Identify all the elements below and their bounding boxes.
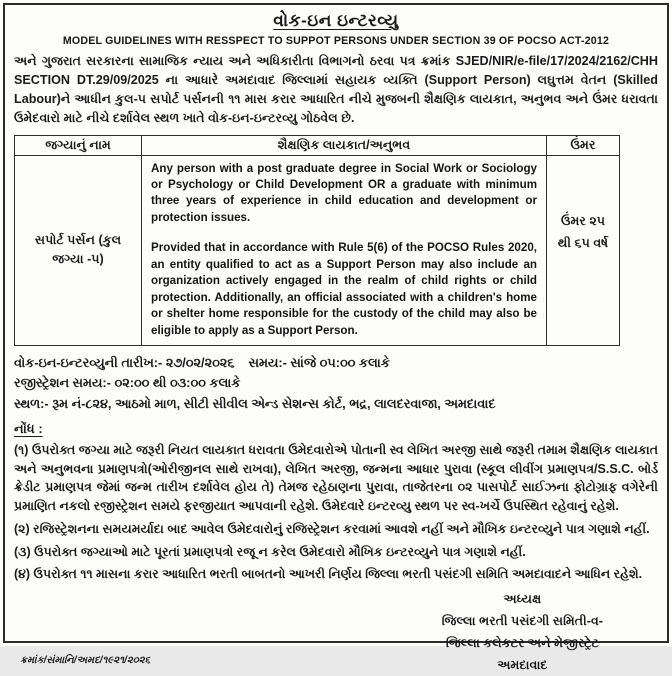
signature-block (442, 588, 603, 676)
interview-time-label: સમય:- સાંજે ૦૫:૦૦ કલાકે (248, 355, 390, 371)
venue-line: સ્થળ:- રૂમ નં-૮૨૪, આઠમો માળ, સીટી સીવીલ એન્ડ સેશન્સ કોર્ટ, ભદ્ર, લાલદરવાજા, અમદાવાદ (14, 395, 496, 411)
interview-date-label: વોક-ઇન-ઇન્ટરવ્યુની તારીખ:- ૨૭/૦૨/૨૦૨૬ (14, 355, 235, 371)
column-header-qualification: શૈક્ષણિક લાયકાત/અનુભવ (142, 135, 547, 155)
note-item-4: (૪) ઉપરોક્ત ૧૧ માસના કરાર આધારિત ભરતી બાબતનો આખરી નિર્ણય જિલ્લા ભરતી પસંદગી સમિતિ અમદાવાદને આધિન રહેશે. (14, 567, 643, 582)
page-title: વોક-ઇન ઇન્ટરવ્યુ (273, 11, 399, 30)
column-header-post-name: જગ્યાનું નામ (15, 135, 142, 155)
signature-place: અમદાવાદ (497, 658, 548, 673)
interview-date-line (14, 353, 658, 373)
vacancy-table (14, 135, 620, 347)
age-cell: ઉંમર ૨૫ થી ૬૫ વર્ષ (547, 155, 620, 346)
reference-number: ક્રમાંક/સંમાનિ/અમદ/૧૯૨૧/૨૦૨૬ (20, 655, 151, 667)
table-header-row (15, 135, 620, 155)
note-item-3: (૩) ઉપરોક્ત જગ્યાઓ માટે પૂરતાં પ્રમાણપત્રો રજૂ ન કરેલ ઉમેદવારો મૌખિક ઇન્ટરવ્યુને પાત્ર ગણાશે નહીં. (14, 544, 526, 559)
registration-time-line: રજીસ્ટ્રેશન સમય:- ૦૨:૦૦ થી ૦૩:૦૦ કલાકે (14, 375, 241, 391)
note-item-1: (૧) ઉપરોક્ત જગ્યા માટે જરૂરી નિયત લાયકાત ધરાવતા ઉમેદવારોએ પોતાની સ્વ લેખિત અરજી સાથે જરૂરી તમામ શૈક્ષણિક લાયકાત અને અનુભવના પ્રમાણપત્રો(ઓરીજીનલ સાથે રાખવા), લેખિત અરજી, જન્મના આધાર પુરાવા (સ્કૂલ લીવીંગ પ્રમાણપત્ર/S.S.C. બોર્ડ ક્રેડીટ પ્રમાણપત્ર જેમાં જન્મ તારીખ દર્શાવેલ હોય તે) તેમજ રહેઠાણના પુરાવા, તાજેતરના ૦૨ પાસપોર્ટ સાઈઝના ફોટોગ્રાફ વગેરેની પ્રમાણિત નકલો રજીસ્ટ્રેશન સમયે ફરજીયાત આપવાની રહેશે. ઉમેદવારે ઇન્ટરવ્યુ સ્થળ પર સ્વ-ખર્ચે ઉપસ્થિત રહેવાનું રહેશે. (14, 442, 658, 513)
column-header-age: ઉંમર (547, 135, 620, 155)
notes-heading: નોંધ : (14, 420, 43, 436)
page-subtitle: MODEL GUIDELINES WITH RESSPECT TO SUPPOT PERSONS UNDER SECTION 39 OF POCSO ACT-2012 (62, 35, 610, 47)
schedule-section (14, 353, 658, 414)
note-item-2: (૨) રજિસ્ટ્રેશનના સમયમર્યાદા બાદ આવેલ ઉમેદવારોનું રજિસ્ટ્રેશન કરવામાં આવશે નહીં અને મૌખિક ઇન્ટરવ્યુને પાત્ર ગણાશે નહીં. (14, 521, 650, 536)
qualification-paragraph-1: Any person with a post graduate degree in Social Work or Sociology or Psychology or Child Development OR a graduate with minimum three years of experience in child education and development or protection issues. (151, 161, 537, 224)
signature-designation: અધ્યક્ષ (503, 592, 542, 606)
qualification-cell (142, 155, 547, 346)
intro-paragraph: અને ગુજરાત સરકારના સામાજિક ન્યાય અને અધિકારીતા વિભાગનો ઠરવા પત્ર ક્રમાંક SJED/NIR/e-file/17/2024/2162/CHH SECTION DT.29/09/2025 ના આધારે અમદાવાદ જિલ્લામાં સહાયક વ્યક્તિ (Support Person) લઘુત્તમ વેતન (Skilled Labour)ને આધીન કુલ-૫ સપોર્ટ પર્સનની ૧૧ માસ કરાર આધારિત નીચે મુજબની શૈક્ષણિક લાયકાત, અનુભવ અને ઉંમર ધરાવતા ઉમેદવારો માટે નીચે દર્શાવેલ સ્થળ ખાતે વોક-ઇન-ઇન્ટરવ્યુ ગોઠવેલ છે. (14, 54, 658, 126)
table-row (15, 155, 620, 346)
footer-section (14, 588, 658, 676)
document-frame (3, 3, 669, 673)
post-name-cell: સપોર્ટ પર્સન (કુલ જગ્યા -૫) (15, 155, 142, 346)
qualification-paragraph-2: Provided that in accordance with Rule 5(6) of the POCSO Rules 2020, an entity qualified to act as a Support Person may also include an organization actively engaged in the realm of child rights or child protection. Additionally, an official associated with a children's home or shelter home responsible for the custody of the child may also be eligible to apply as a Support Person. (151, 241, 537, 337)
signature-collector: જિલ્લા કલેકટર અને મેજીસ્ટ્રેટ (445, 636, 599, 651)
signature-committee: જિલ્લા ભરતી પસંદગી સમિતી-વ- (441, 614, 603, 629)
